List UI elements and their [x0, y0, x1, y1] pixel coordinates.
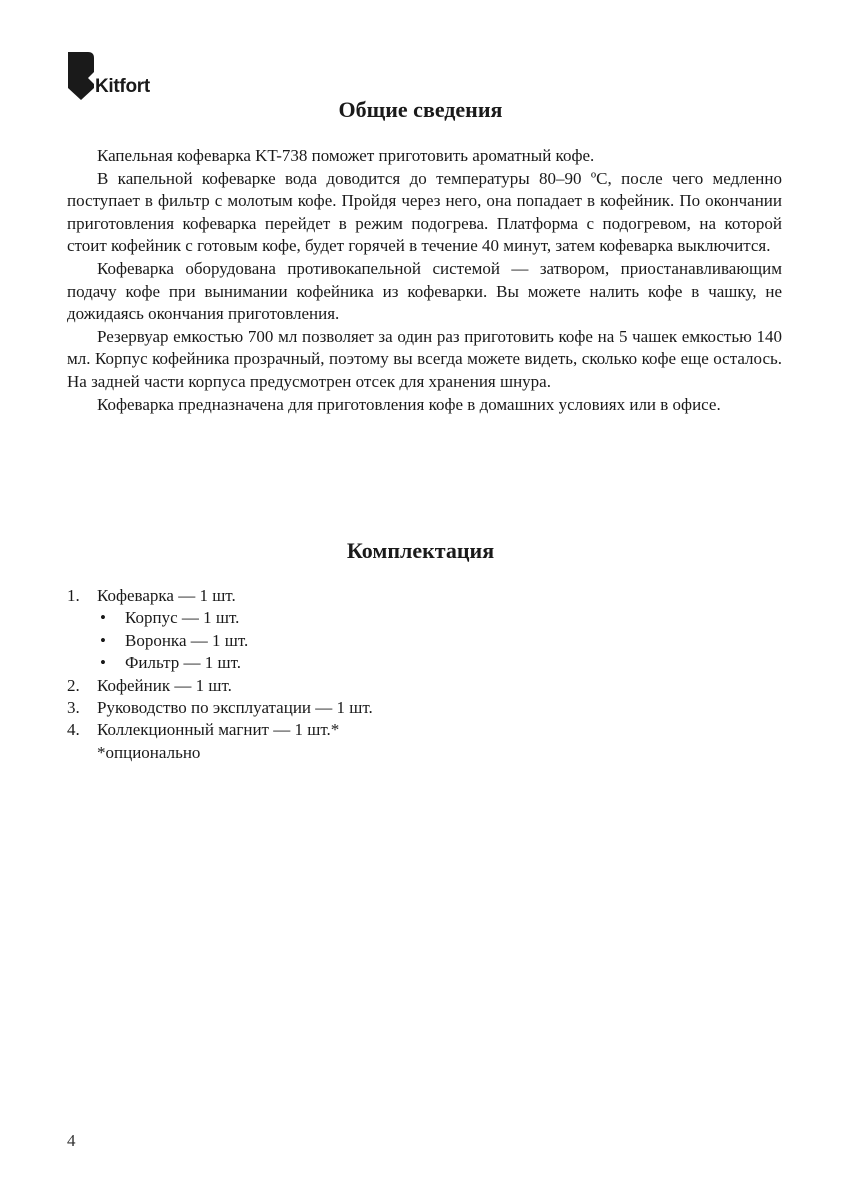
list-item	[67, 719, 782, 741]
list-item	[67, 585, 782, 607]
paragraph: Кофеварка оборудована противокапельной системой — затвором, приостанавливающим подачу кофе при вынимании кофейника из кофеварки. Вы можете налить кофе в чашку, не дожидаясь окончания приготовления.	[67, 258, 782, 324]
item-number: 1.	[67, 586, 80, 605]
footnote	[67, 742, 782, 764]
list-subitem	[67, 630, 782, 652]
list-item	[67, 697, 782, 719]
paragraph: Кофеварка предназначена для приготовления кофе в домашних условиях или в офисе.	[97, 394, 721, 414]
page-number: 4	[67, 1131, 76, 1150]
paragraph: Капельная кофеварка KT-738 поможет приготовить ароматный кофе.	[97, 146, 595, 165]
kitfort-logo-icon	[68, 52, 94, 100]
item-text: Фильтр — 1 шт.	[125, 653, 241, 673]
section-title-kit: Комплектация	[346, 538, 495, 563]
item-text: Кофеварка — 1 шт.	[97, 586, 236, 605]
item-number: 2.	[67, 675, 80, 695]
item-text: Воронка — 1 шт.	[125, 630, 249, 650]
item-text: Корпус — 1 шт.	[125, 608, 240, 628]
bullet-icon: •	[100, 608, 106, 628]
paragraph: Резервуар емкостью 700 мл позволяет за один раз приготовить кофе на 5 чашек емкостью 140 мл. Корпус кофейника прозрачный, поэтому вы всегда можете видеть, сколько кофе еще осталось. На задней части корпуса предусмотрен отсек для хранения шнура.	[67, 326, 782, 391]
kit-list	[67, 585, 782, 764]
general-description	[67, 145, 782, 416]
list-subitem	[67, 652, 782, 674]
list-item	[67, 675, 782, 697]
list-subitem	[67, 607, 782, 629]
paragraph: В капельной кофеварке вода доводится до температуры 80–90 ºС, после чего медленно поступает в фильтр с молотым кофе. Пройдя через него, она попадает в кофейник. По окончании приготовления кофеварка перейдет в режим подогрева. Платформа с подогревом, на которой стоит кофейник с готовым кофе, будет горячей в течение 40 минут, затем кофеварка выключится.	[67, 168, 782, 256]
section-title-general: Общие сведения	[338, 97, 503, 122]
bullet-icon: •	[100, 630, 106, 650]
bullet-icon: •	[100, 653, 106, 673]
brand-name: Kitfort	[95, 76, 150, 97]
brand-logo	[68, 52, 168, 100]
item-text: Коллекционный магнит — 1 шт.*	[97, 720, 340, 740]
footnote-text: *опционально	[97, 742, 201, 762]
item-number: 4.	[67, 720, 80, 740]
item-text: Кофейник — 1 шт.	[97, 675, 232, 695]
item-number: 3.	[67, 697, 80, 717]
item-text: Руководство по эксплуатации — 1 шт.	[97, 697, 373, 717]
